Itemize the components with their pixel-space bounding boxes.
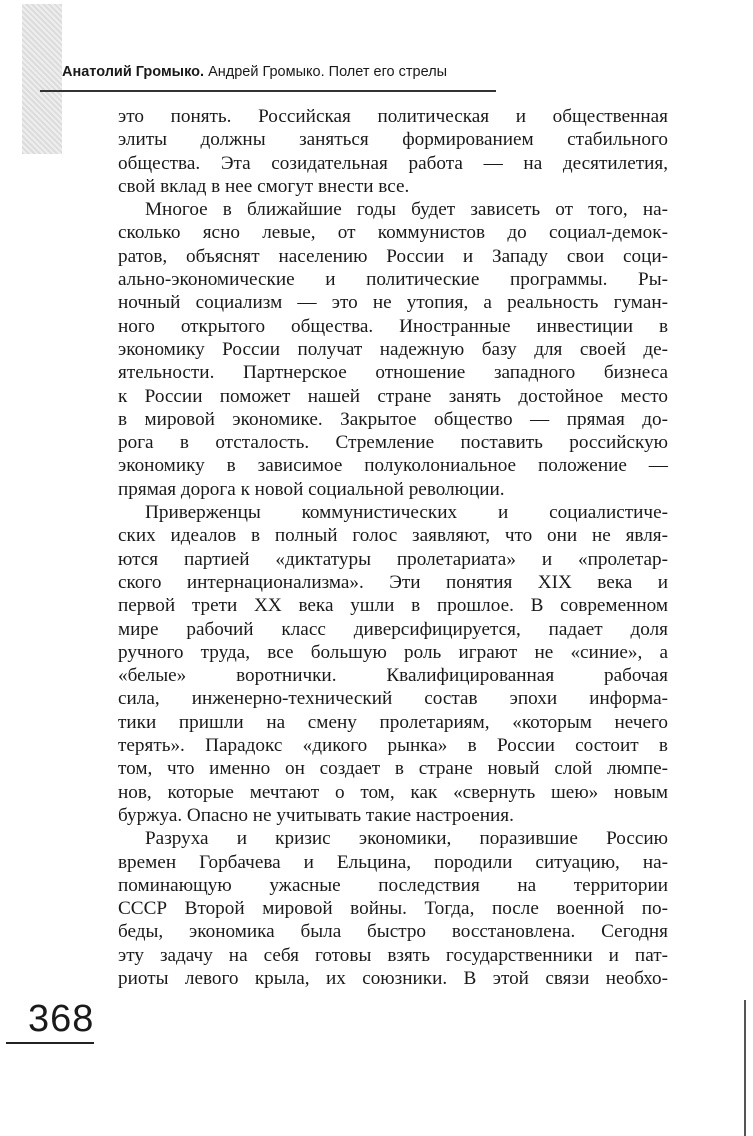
text-line: беды, экономика была быстро восстановлена. Сегодня bbox=[118, 921, 668, 943]
paragraph bbox=[118, 105, 668, 198]
text-line: экономику России получат надежную базу для своей де- bbox=[118, 338, 668, 360]
text-line: нов, которые мечтают о том, как «свернуть шею» новым bbox=[118, 781, 668, 803]
body-text bbox=[118, 105, 668, 990]
paragraph bbox=[118, 827, 668, 990]
text-line: буржуа. Опасно не учитывать такие настроения. bbox=[118, 804, 514, 826]
text-line: том, что именно он создает в стране новый слой люмпе- bbox=[118, 758, 668, 780]
text-line: рога в отсталость. Стремление поставить российскую bbox=[118, 432, 668, 454]
text-line: «белые» воротнички. Квалифицированная рабочая bbox=[118, 665, 668, 687]
text-line: ятельности. Партнерское отношение западного бизнеса bbox=[118, 362, 668, 384]
text-line: ратов, объяснят населению России и Западу свои соци- bbox=[118, 245, 668, 267]
scan-texture bbox=[22, 4, 62, 154]
text-line: ально-экономические и политические программы. Ры- bbox=[118, 269, 668, 291]
text-line: Разруха и кризис экономики, поразившие Россию bbox=[145, 828, 668, 850]
text-line: ских идеалов в полный голос заявляют, что они не явля- bbox=[118, 525, 668, 547]
text-line: ночный социализм — это не утопия, а реальность гуман- bbox=[118, 292, 668, 314]
text-line: Многое в ближайшие годы будет зависеть от того, на- bbox=[145, 199, 668, 221]
page-edge bbox=[744, 1000, 746, 1136]
text-line: поминающую ужасные последствия на территории bbox=[118, 874, 668, 896]
text-line: терять». Парадокс «дикого рынка» в России состоит в bbox=[118, 735, 668, 757]
text-line: общества. Эта созидательная работа — на десятилетия, bbox=[118, 152, 668, 174]
text-line: ются партией «диктатуры пролетариата» и «пролетар- bbox=[118, 548, 668, 570]
text-line: Приверженцы коммунистических и социалистиче- bbox=[145, 502, 668, 524]
header-author: Анатолий Громыко. bbox=[62, 64, 205, 80]
page-number: 368 bbox=[28, 998, 95, 1040]
paragraph bbox=[118, 501, 668, 827]
text-line: ного открытого общества. Иностранные инвестиции в bbox=[118, 315, 668, 337]
text-line: прямая дорога к новой социальной революции. bbox=[118, 478, 505, 500]
text-line: сила, инженерно-технический состав эпохи информа- bbox=[118, 688, 668, 710]
header-rule bbox=[40, 90, 496, 92]
text-line: в мировой экономике. Закрытое общество — прямая до- bbox=[118, 408, 668, 430]
text-line: сколько ясно левые, от коммунистов до социал-демок- bbox=[118, 222, 668, 244]
text-line: риоты левого крыла, их союзники. В этой связи необхо- bbox=[118, 967, 668, 989]
text-line: ручного труда, все большую роль играют не «синие», а bbox=[118, 641, 668, 663]
header-title: Андрей Громыко. Полет его стрелы bbox=[208, 64, 448, 80]
running-header bbox=[62, 64, 447, 80]
text-line: СССР Второй мировой войны. Тогда, после военной по- bbox=[118, 898, 668, 920]
text-line: это понять. Российская политическая и общественная bbox=[118, 106, 668, 127]
text-line: свой вклад в нее смогут внести все. bbox=[118, 175, 410, 197]
text-line: эту задачу на себя готовы взять государственники и пат- bbox=[118, 944, 668, 966]
text-line: первой трети XX века ушли в прошлое. В современном bbox=[118, 595, 668, 617]
text-line: экономику в зависимое полуколониальное положение — bbox=[118, 455, 668, 477]
text-line: тики пришли на смену пролетариям, «которым нечего bbox=[118, 711, 668, 733]
page-number-rule bbox=[6, 1042, 94, 1044]
text-line: мире рабочий класс диверсифицируется, падает доля bbox=[118, 618, 668, 640]
paragraph bbox=[118, 198, 668, 501]
text-line: к России поможет нашей стране занять достойное место bbox=[118, 385, 668, 407]
text-line: ского интернационализма». Эти понятия XIX века и bbox=[118, 571, 668, 593]
text-line: времен Горбачева и Ельцина, породили ситуацию, на- bbox=[118, 851, 668, 873]
text-line: элиты должны заняться формированием стабильного bbox=[118, 129, 668, 151]
